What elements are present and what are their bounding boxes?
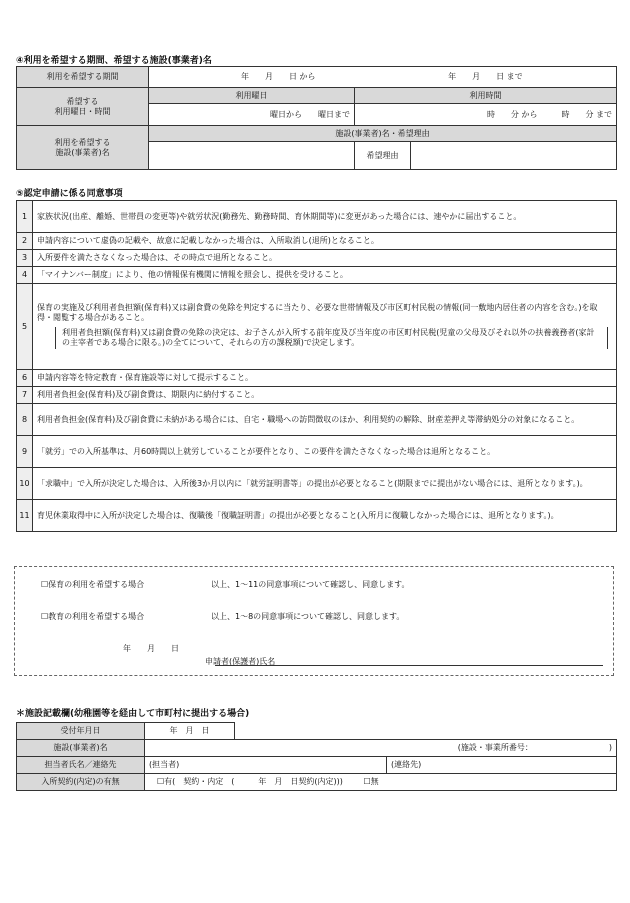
days-label-line2: 利用曜日・時間 — [54, 106, 111, 116]
facility-label-line2: 施設(事業者)名 — [55, 147, 110, 157]
signature-line[interactable] — [215, 665, 603, 666]
agreement-text: 利用者負担金(保育料)及び副食費は、期限内に納付すること。 — [33, 387, 617, 404]
consent-box — [14, 566, 614, 676]
applicant-name-label: 申請者(保護者)氏名 — [205, 657, 276, 666]
kyoiku-consent-text: 以上、1〜8の同意事項について確認し、同意します。 — [211, 612, 405, 621]
days-header: 利用曜日 — [149, 88, 355, 104]
agreement-text: 「就労」での入所基準は、月60時間以上就労していることが要件となり、この要件を満たさなくなった場合は退所となること。 — [33, 436, 617, 468]
hoiku-consent-text: 以上、1〜11の同意事項について確認し、同意します。 — [211, 580, 410, 589]
agreement-no: 5 — [17, 284, 33, 370]
agreement-no: 1 — [17, 201, 33, 233]
agreement-no: 9 — [17, 436, 33, 468]
agreement-item-5 — [33, 284, 617, 370]
agreement-text: 申請内容等を特定教育・保育施設等に対して提示すること。 — [33, 370, 617, 387]
time-header: 利用時間 — [355, 88, 617, 104]
agreement-no: 10 — [17, 468, 33, 500]
staff-field[interactable]: (担当者) — [145, 757, 387, 774]
contact-field[interactable]: (連絡先) — [387, 757, 617, 774]
contract-label: 入所契約(内定)の有無 — [17, 774, 145, 791]
consent-date[interactable]: 年 月 日 — [123, 644, 179, 653]
contract-no-checkbox[interactable]: ☐無 — [363, 777, 379, 786]
agreement-text: 「求職中」で入所が決定した場合は、入所後3か月以内に「就労証明書等」の提出が必要となること(期限までに提出がない場合には、退所となります。)。 — [33, 468, 617, 500]
agreement-text: 利用者負担金(保育料)及び副食費に未納がある場合には、自宅・職場への訪問徴収のほか、利用契約の解除、財産差押え等滞納処分の対象になること。 — [33, 404, 617, 436]
facility-label — [17, 126, 149, 170]
agreement-text: 保育の実施及び利用者負担額(保育料)又は副食費の免除を判定するに当たり、必要な世帯情報及び市区町村民税の情報(同一敷地内居住者の内容を含む。)を取得・閲覧する場合があること。 — [37, 302, 598, 322]
agreement-no: 3 — [17, 250, 33, 267]
facility-name-field[interactable] — [149, 142, 355, 170]
agreement-no: 7 — [17, 387, 33, 404]
section4-title: ④利用を希望する期間、希望する施設(事業者)名 — [16, 56, 212, 66]
agreement-no: 4 — [17, 267, 33, 284]
days-label-line1: 希望する — [66, 96, 99, 106]
reason-label: 希望理由 — [355, 142, 411, 170]
days-value[interactable]: 曜日から 曜日まで — [149, 104, 355, 126]
empty-cell — [235, 723, 617, 740]
facility-section-title: ＊施設記載欄(幼稚園等を経由して市町村に提出する場合) — [16, 709, 250, 719]
period-from: 年 月 日 から — [241, 72, 316, 81]
agreement-text: 「マイナンバー制度」により、他の情報保有機関に情報を照会し、提供を受けること。 — [33, 267, 617, 284]
agreement-no: 8 — [17, 404, 33, 436]
section5-title: ⑤認定申請に係る同意事項 — [16, 189, 123, 199]
received-date-label: 受付年月日 — [17, 723, 145, 740]
received-date-value[interactable]: 年 月 日 — [145, 723, 235, 740]
facility-name-label: 施設(事業者)名 — [17, 740, 145, 757]
hoiku-checkbox[interactable]: ☐保育の利用を希望する場合 — [41, 580, 145, 589]
agreement-no: 2 — [17, 233, 33, 250]
facility-header: 施設(事業者)名・希望理由 — [149, 126, 617, 142]
agreement-table — [16, 200, 617, 532]
staff-label: 担当者氏名／連絡先 — [17, 757, 145, 774]
kyoiku-checkbox[interactable]: ☐教育の利用を希望する場合 — [41, 612, 145, 621]
reason-field[interactable] — [411, 142, 617, 170]
period-value[interactable] — [149, 67, 617, 88]
days-label — [17, 88, 149, 126]
agreement-text: 申請内容について虚偽の記載や、故意に記載しなかった場合は、入所取消し(退所)となること。 — [33, 233, 617, 250]
facility-label-line1: 利用を希望する — [54, 137, 111, 147]
period-to: 年 月 日 まで — [448, 72, 523, 81]
time-value[interactable]: 時 分 から 時 分 まで — [355, 104, 617, 126]
agreement-text: 育児休業取得中に入所が決定した場合は、復職後「復職証明書」の提出が必要となること(入所月に復職しなかった場合には、退所となります。)。 — [33, 500, 617, 532]
contract-field[interactable] — [145, 774, 617, 791]
usage-period-table — [16, 66, 617, 170]
agreement-no: 11 — [17, 500, 33, 532]
contract-yes-checkbox[interactable]: ☐有( 契約・内定 ( 年 月 日契約(内定))) — [157, 777, 343, 786]
agreement-note: 利用者負担額(保育料)又は副食費の免除の決定は、お子さんが入所する前年度及び当年度の市区町村民税(児童の父母及びそれ以外の扶養義務者(家計の主宰者である場合に限る。)の全てについて、それらの方の課税額)で決定します。 — [55, 327, 608, 349]
agreement-no: 6 — [17, 370, 33, 387]
agreement-text: 家族状況(出産、離婚、世帯員の変更等)や就労状況(勤務先、勤務時間、育休期間等)に変更があった場合には、速やかに届出すること。 — [33, 201, 617, 233]
facility-number-field[interactable]: (施設・事業所番号： ) — [145, 740, 617, 757]
facility-table — [16, 722, 617, 791]
period-label: 利用を希望する期間 — [17, 67, 149, 88]
agreement-text: 入所要件を満たさなくなった場合は、その時点で退所となること。 — [33, 250, 617, 267]
